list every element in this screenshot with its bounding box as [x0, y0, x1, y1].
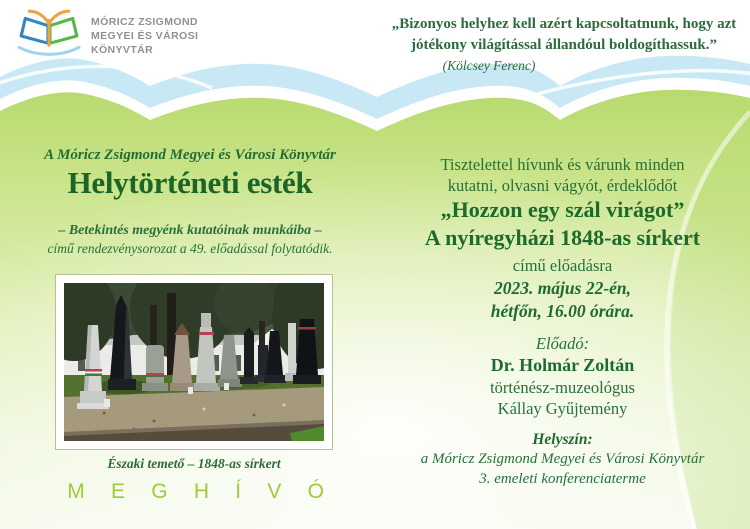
quote-attribution: (Kölcsey Ferenc) [442, 58, 536, 74]
series-subtitle-1: – Betekintés megyénk kutatóinak munkáiba – [58, 223, 322, 238]
library-logo-text [91, 16, 198, 58]
logo-name-line2: MEGYEI ÉS VÁROSI [91, 30, 199, 43]
series-title: Helytörténeti esték [67, 165, 313, 200]
logo-name-line3: KÖNYVTÁR [91, 43, 154, 56]
invite-text-line-1: Tisztelettel hívunk és várunk minden [440, 155, 685, 174]
quote-line-1: „Bizonyos helyhez kell azért kapcsoltatnunk, hogy azt [391, 16, 737, 32]
speaker-role-2: Kállay Gyűjtemény [497, 399, 628, 418]
speaker-role-1: történész-muzeológus [490, 378, 635, 397]
series-subtitle-2: című rendezvénysorozat a 49. előadással folytatódik. [47, 241, 333, 256]
invitation-word: MEGHÍVÓ [67, 480, 351, 503]
venue-line-2: 3. emeleti konferenciaterme [479, 471, 646, 487]
quote-block [388, 14, 740, 74]
event-date-line-2: hétfőn, 16.00 órára. [490, 301, 635, 321]
organizer-name: A Móricz Zsigmond Megyei és Városi Könyvtár [44, 147, 336, 163]
lecture-title-suffix: című előadásra [512, 256, 613, 275]
speaker-label: Előadó: [535, 334, 590, 353]
venue-line-1: a Móricz Zsigmond Megyei és Városi Könyvtár [420, 451, 705, 467]
lecture-title-line-2: A nyíregyházi 1848-as sírkert [424, 225, 701, 250]
speaker-name: Dr. Holmár Zoltán [490, 355, 635, 375]
cemetery-photo-illustration [64, 283, 324, 441]
library-logo [16, 8, 198, 66]
library-logo-icon [16, 8, 82, 66]
event-date-line-1: 2023. május 22-én, [493, 278, 632, 298]
invite-text-line-2: kutatni, olvasni vágyót, érdeklődőt [447, 176, 678, 195]
quote-line-2: jótékony világítással állandóul boldogíthassuk.” [411, 36, 717, 53]
logo-name-line1: MÓRICZ ZSIGMOND [91, 16, 198, 29]
venue-label: Helyszín: [532, 431, 593, 448]
event-photo [55, 274, 333, 450]
photo-caption: Északi temető – 1848-as sírkert [107, 456, 281, 471]
lecture-title-line-1: „Hozzon egy szál virágot” [440, 197, 685, 222]
